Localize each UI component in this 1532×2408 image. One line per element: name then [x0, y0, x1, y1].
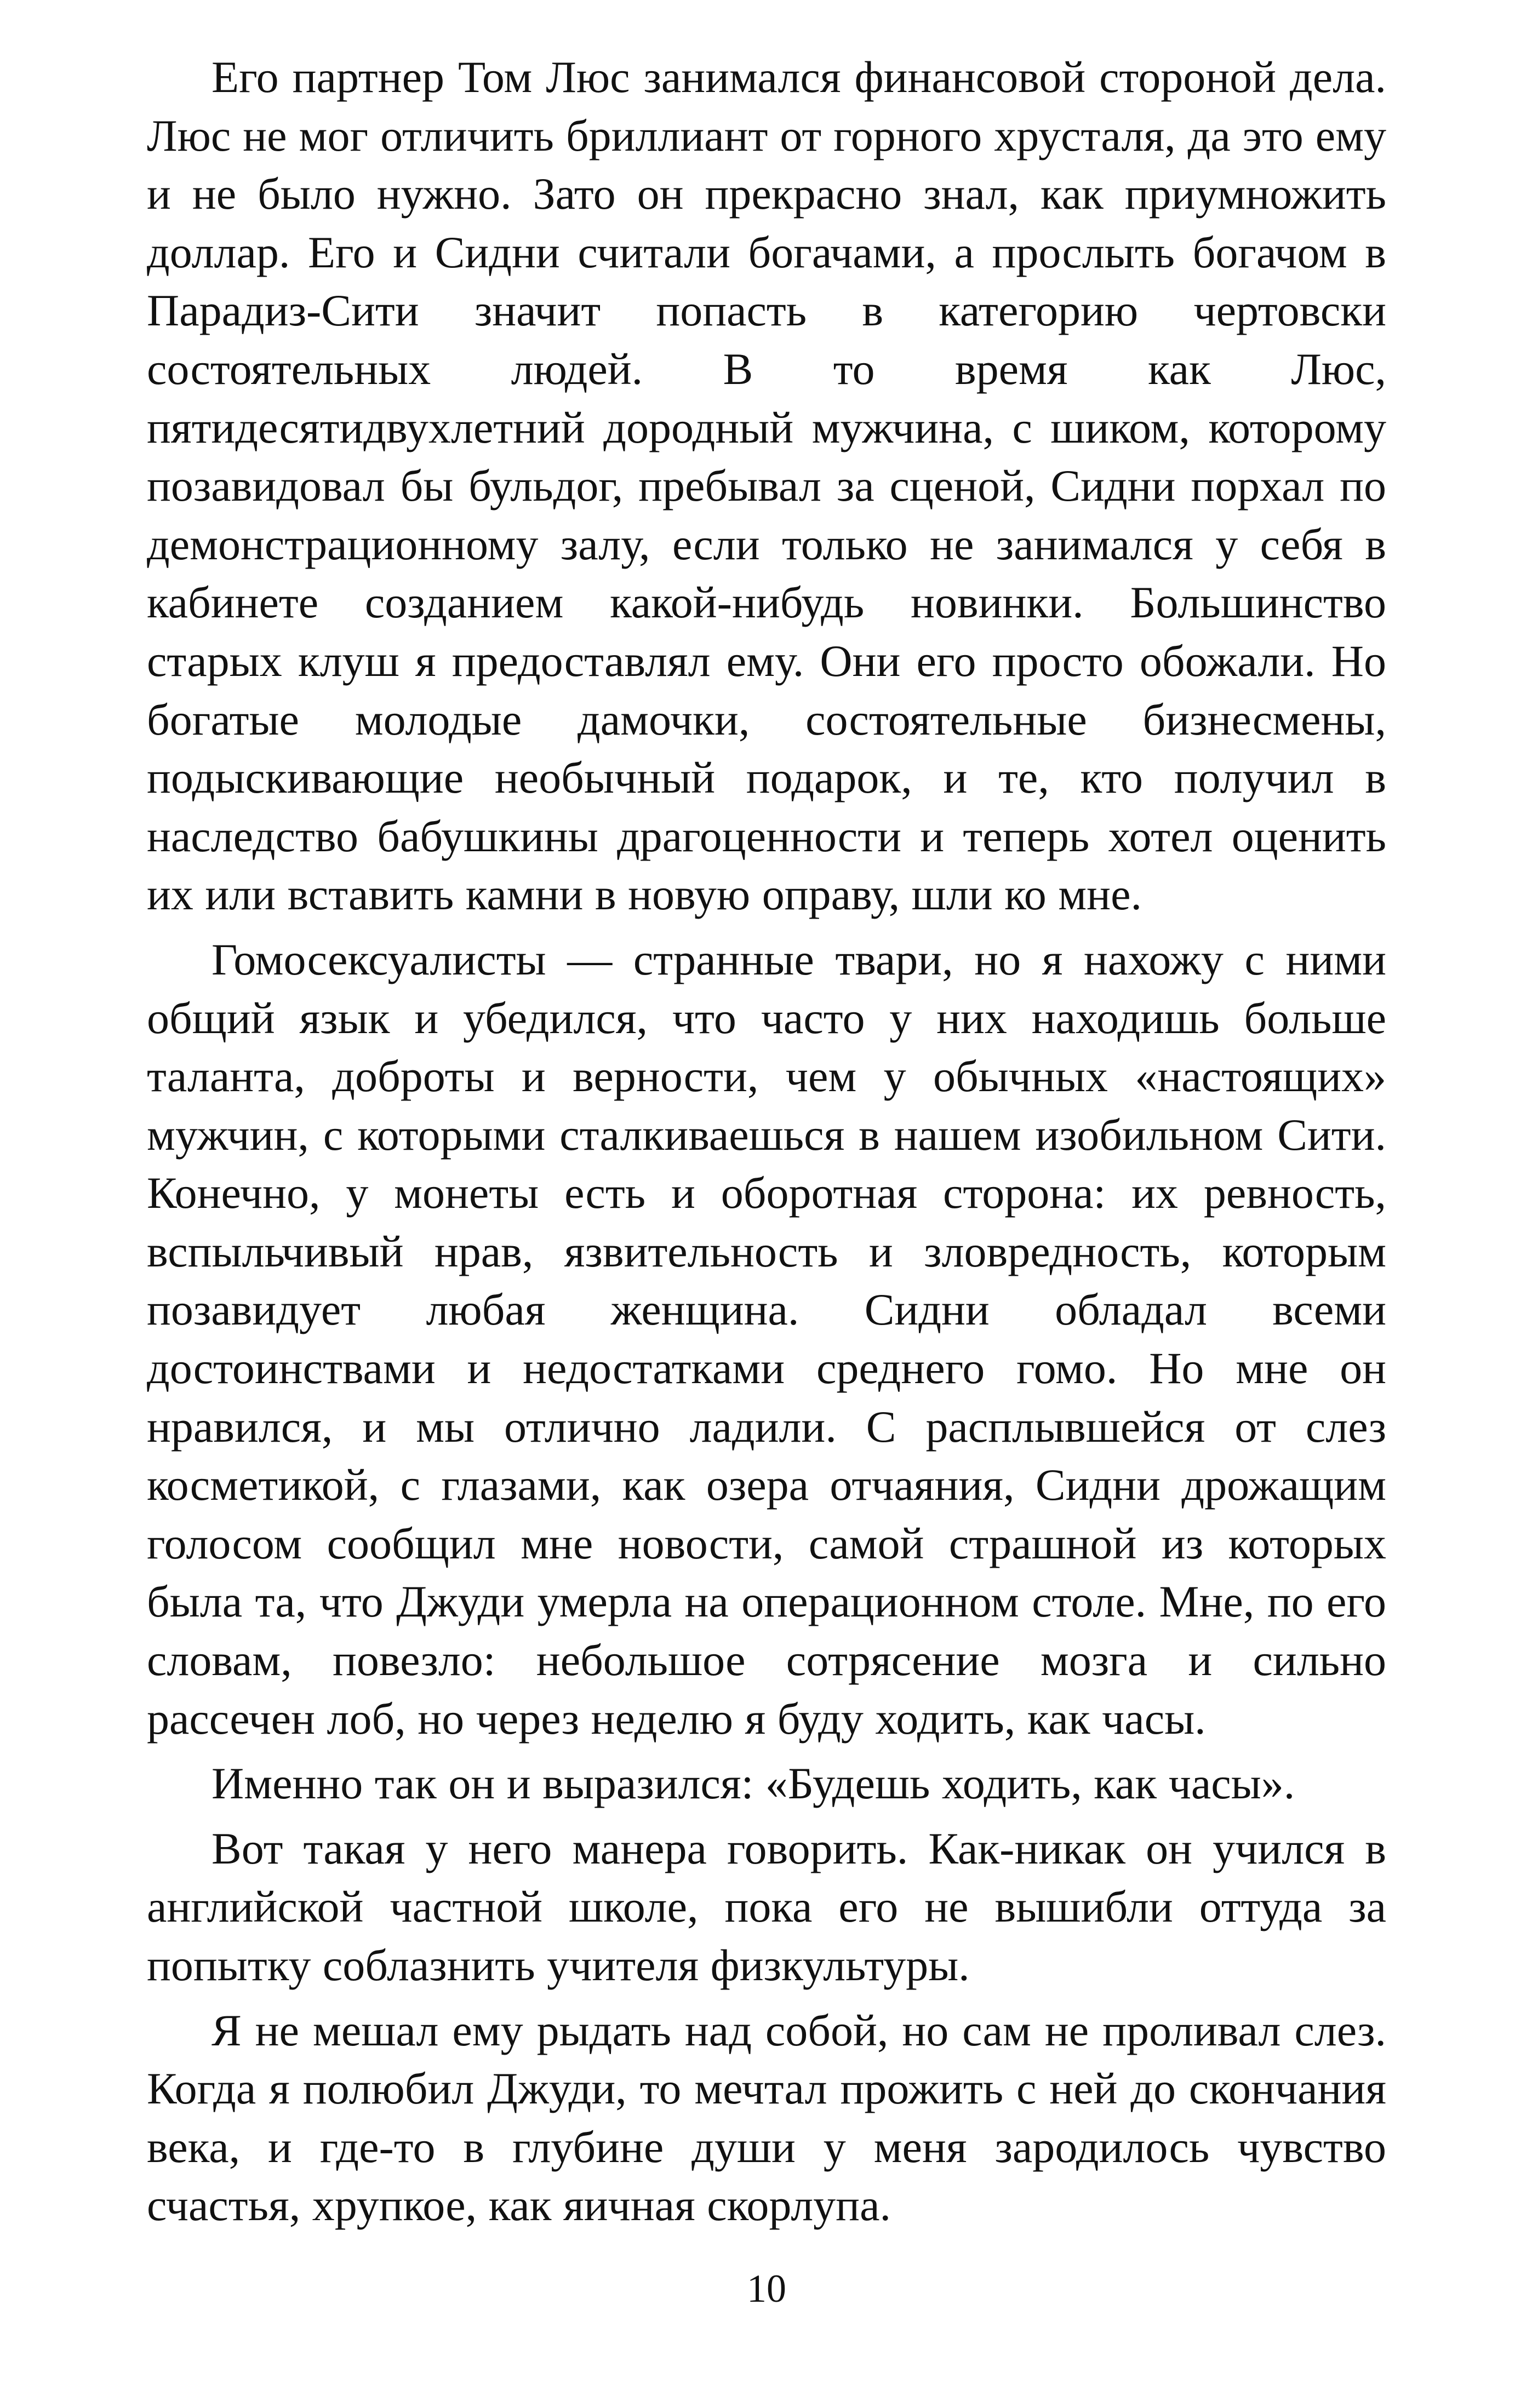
paragraph-2: Гомосексуалисты — странные твари, но я нахожу с ними общий язык и убедился, что часто у них находишь больше таланта, доброты и верности, чем у обычных «настоящих» мужчин, с которыми сталкиваешься в нашем изобильном Сити. Конечно, у монеты есть и оборотная сторона: их ревность, вспыльчивый нрав, язвительность и зловредность, которым позавидует любая женщина. Сидни обладал всеми достоинствами и недостатками среднего гомо. Но мне он нравился, и мы отлично ладили. С расплывшейся от слез косметикой, с глазами, как озера отчаяния, Сидни дрожащим голосом сообщил мне новости, самой страшной из которых была та, что Джуди умерла на операционном столе. Мне, по его словам, повезло: небольшое сотрясение мозга и сильно рассечен лоб, но через неделю я буду ходить, как часы.: [147, 934, 1386, 1744]
book-page: [147, 48, 1386, 2382]
page-number: 10: [747, 2267, 786, 2310]
paragraph-3: Именно так он и выразился: «Будешь ходить, как часы».: [211, 1758, 1295, 1809]
paragraph-4: Вот такая у него манера говорить. Как-никак он учился в английской частной школе, пока его не вышибли оттуда за попытку соблазнить учителя физкультуры.: [147, 1823, 1386, 1990]
paragraph-5: Я не мешал ему рыдать над собой, но сам не проливал слез. Когда я полюбил Джуди, то мечтал прожить с ней до скончания века, и где-то в глубине души у меня зародилось чувство счастья, хрупкое, как яичная скорлупа.: [147, 2005, 1386, 2231]
body-text: [147, 48, 1386, 2235]
paragraph-1: Его партнер Том Люс занимался финансовой стороной дела. Люс не мог отличить бриллиант от горного хрусталя, да это ему и не было нужно. Зато он прекрасно знал, как приумножить доллар. Его и Сидни считали богачами, а прослыть богачом в Парадиз-Сити значит попасть в категорию чертовски состоятельных людей. В то время как Люс, пятидесятидвухлетний дородный мужчина, с шиком, которому позавидовал бы бульдог, пребывал за сценой, Сидни порхал по демонстрационному залу, если только не занимался у себя в кабинете созданием какой-нибудь новинки. Большинство старых клуш я предоставлял ему. Они его просто обожали. Но богатые молодые дамочки, состоятельные бизнесмены, подыскивающие необычный подарок, и те, кто получил в наследство бабушкины драгоценности и теперь хотел оценить их или вставить камни в новую оправу, шли ко мне.: [147, 52, 1386, 920]
